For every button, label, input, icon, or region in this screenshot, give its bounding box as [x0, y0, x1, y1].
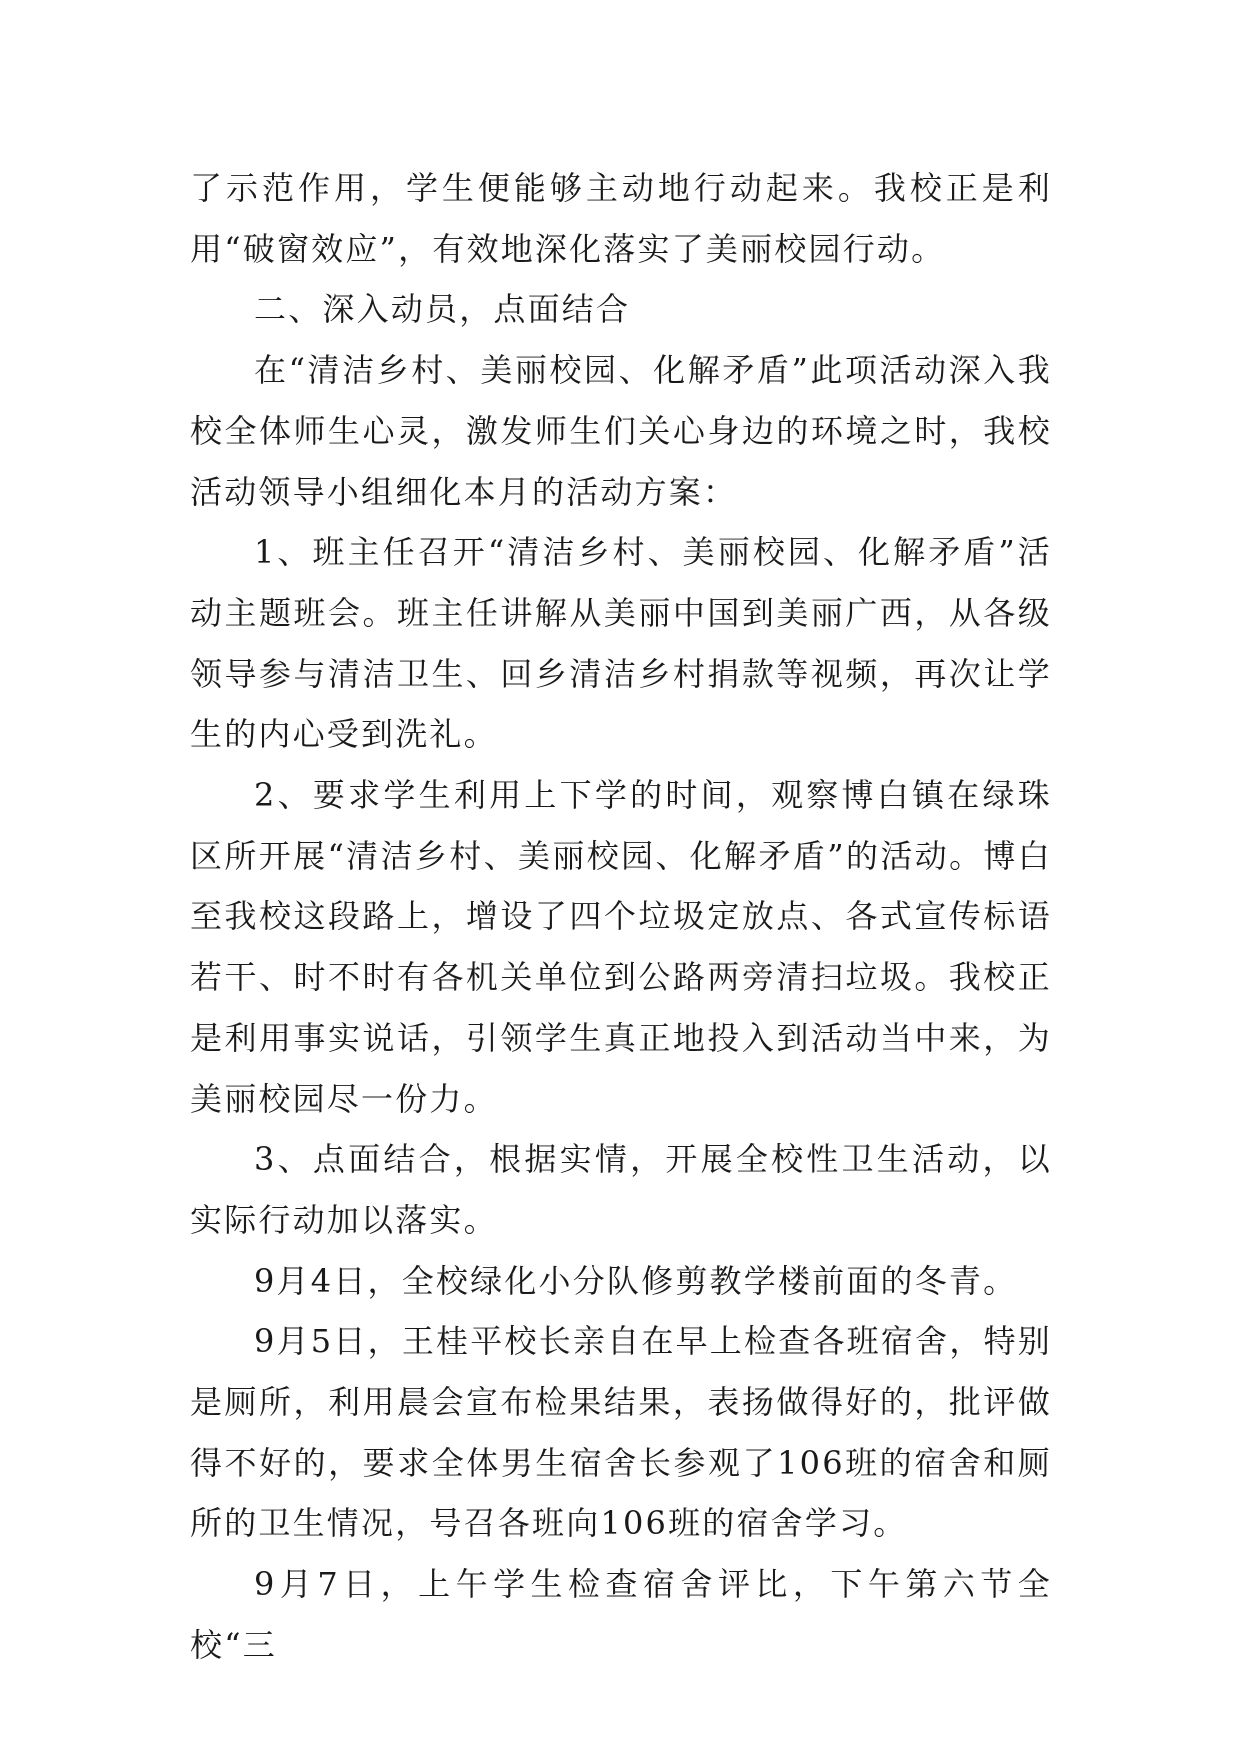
- list-item-3: 3、点面结合，根据实情，开展全校性卫生活动，以实际行动加以落实。: [190, 1140, 1052, 1239]
- paragraph-3: 在“清洁乡村、美丽校园、化解矛盾”此项活动深入我校全体师生心灵，激发师生们关心身边的环境之时，我校活动领导小组细化本月的活动方案：: [190, 351, 1052, 511]
- document-body: [190, 158, 1052, 1676]
- date-entry-sep-7: 9月7日，上午学生检查宿舍评比，下午第六节全校“三: [190, 1565, 1052, 1664]
- section-heading: 二、深入动员，点面结合: [254, 290, 631, 329]
- date-entry-sep-5: 9月5日，王桂平校长亲自在早上检查各班宿舍，特别是厕所，利用晨会宣布检果结果，表扬做得好的，批评做得不好的，要求全体男生宿舍长参观了106班的宿舍和厕所的卫生情况，号召各班向106班的宿舍学习。: [190, 1322, 1052, 1543]
- paragraph-1: 了示范作用，学生便能够主动地行动起来。我校正是利用“破窗效应”，有效地深化落实了美丽校园行动。: [190, 169, 1052, 268]
- date-entry-sep-4: 9月4日，全校绿化小分队修剪教学楼前面的冬青。: [254, 1261, 1018, 1300]
- list-item-2: 2、要求学生利用上下学的时间，观察博白镇在绿珠区所开展“清洁乡村、美丽校园、化解矛盾”的活动。博白至我校这段路上，增设了四个垃圾定放点、各式宣传标语若干、时不时有各机关单位到公路两旁清扫垃圾。我校正是利用事实说话，引领学生真正地投入到活动当中来，为美丽校园尽一份力。: [190, 776, 1052, 1118]
- list-item-1: 1、班主任召开“清洁乡村、美丽校园、化解矛盾”活动主题班会。班主任讲解从美丽中国到美丽广西，从各级领导参与清洁卫生、回乡清洁乡村捐款等视频，再次让学生的内心受到洗礼。: [190, 533, 1052, 754]
